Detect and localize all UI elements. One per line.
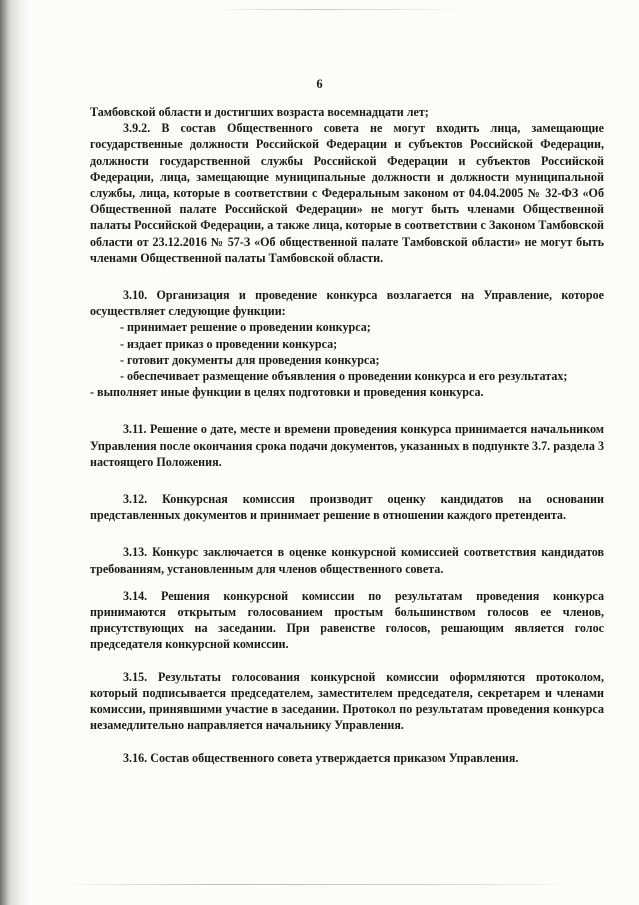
paragraph-3-10: 3.10. Организация и проведение конкурса возлагается на Управление, которое осуществляет следующие функции: xyxy=(90,288,604,319)
paragraph-3-15: 3.15. Результаты голосования конкурсной комиссии оформляются протоколом, который подписывается председателем, заместителем председателя, секретарем и членами комиссии, принявшими участие в заседании. Протокол по результатам проведения конкурса незамедлительно направляется начальнику Управления. xyxy=(90,669,604,733)
paragraph-3-11: 3.11. Решение о дате, месте и времени проведения конкурса принимается начальником Управления после окончания срока подачи документов, указанных в подпункте 3.7. раздела 3 настоящего Положения. xyxy=(90,422,604,469)
scan-shadow-edge xyxy=(0,0,30,905)
list-item: - обеспечивает размещение объявления о проведении конкурса и его результатах; xyxy=(120,369,568,384)
paragraph-3-14: 3.14. Решения конкурсной комиссии по результатам проведения конкурса принимаются открытым голосованием простым большинством голосов ее членов, присутствующих на заседании. При равенстве голосов, решающим является голос председателя конкурсной комиссии. xyxy=(90,588,604,652)
scan-artifact-line xyxy=(60,884,580,885)
list-item: - выполняет иные функции в целях подготовки и проведения конкурса. xyxy=(90,385,484,400)
paragraph-continuation: Тамбовской области и достигших возраста восемнадцати лет; xyxy=(90,105,429,119)
paragraph-3-9-2: 3.9.2. В состав Общественного совета не могут входить лица, замещающие государственные должности Российской Федерации и субъектов Российской Федерации, должности государственной службы Российской Федерации и субъектов Российской Федерации, лица, замещающие муниципальные должности и должности муниципальной службы, лица, которые в соответствии с Федеральным законом от 04.04.2005 № 32-ФЗ «Об Общественной палате Российской Федерации» не могут быть членами Общественной палаты Российской Федерации, а также лица, которые в соответствии с Законом Тамбовской области от 23.12.2016 № 57-З «Об общественной палате Тамбовской области» не могут быть членами Общественной палаты Тамбовской области. xyxy=(90,121,604,265)
list-item: - принимает решение о проведении конкурса; xyxy=(120,320,371,335)
document-body xyxy=(90,104,604,766)
list-item: - издает приказ о проведении конкурса; xyxy=(120,336,338,351)
list-item: - готовит документы для проведения конкурса; xyxy=(120,352,380,367)
scan-artifact-line xyxy=(210,9,470,10)
paragraph-3-13: 3.13. Конкурс заключается в оценке конкурсной комиссией соответствия кандидатов требованиям, установленным для членов общественного совета. xyxy=(90,545,604,576)
paragraph-3-16: 3.16. Состав общественного совета утверждается приказом Управления. xyxy=(123,750,519,765)
paragraph-3-12: 3.12. Конкурсная комиссия производит оценку кандидатов на основании представленных документов и принимает решение в отношении каждого претендента. xyxy=(90,492,604,523)
page-number: 6 xyxy=(316,77,323,91)
